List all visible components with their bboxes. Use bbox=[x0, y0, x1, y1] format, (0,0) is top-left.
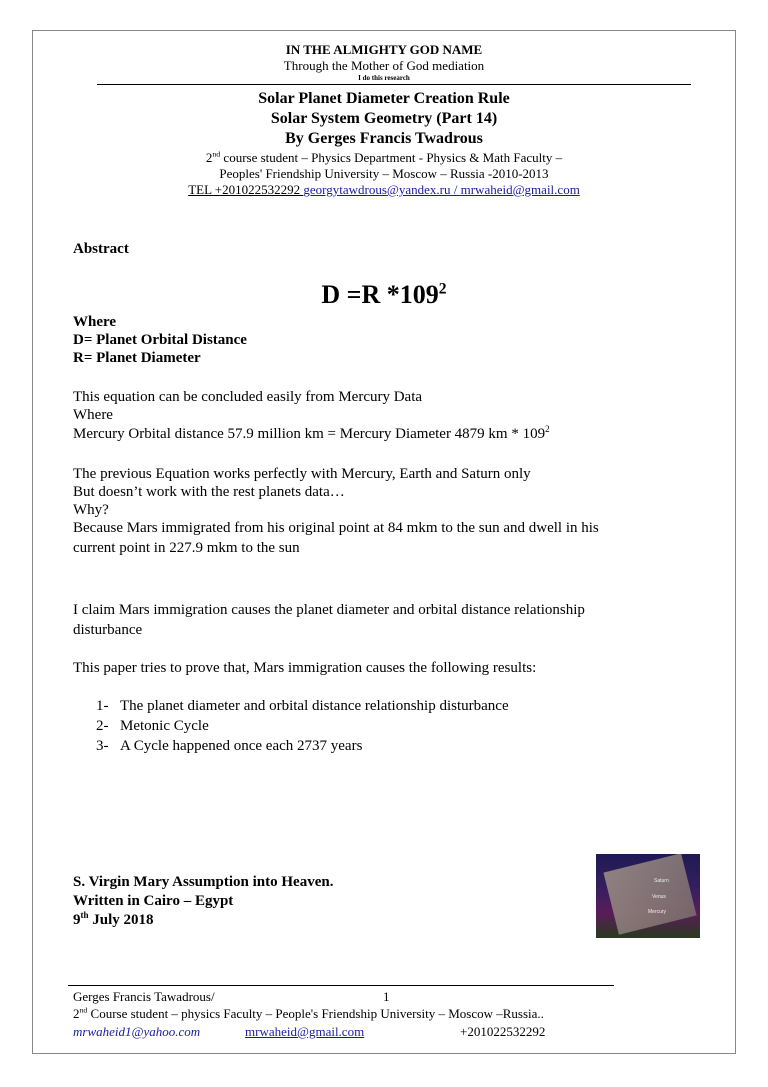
footer-email-gmail-link[interactable]: mrwaheid@gmail.com bbox=[245, 1024, 365, 1039]
header-line3: I do this research bbox=[358, 74, 410, 82]
list-item bbox=[96, 717, 209, 735]
affiliation-2: Peoples' Friendship University – Moscow – Russia -2010-2013 bbox=[219, 166, 549, 181]
p1-line3 bbox=[73, 425, 550, 443]
footer-aff-rest: Course student – physics Faculty – People's Friendship University – Moscow –Russia.. bbox=[87, 1006, 544, 1021]
p2-line5: current point in 227.9 mkm to the sun bbox=[73, 540, 300, 556]
aff-num: 2 bbox=[205, 150, 213, 165]
list-text: The planet diameter and orbital distance relationship disturbance bbox=[120, 698, 509, 714]
title: Solar Planet Diameter Creation Rule bbox=[258, 90, 510, 107]
email-gmail-link[interactable]: mrwaheid@gmail.com bbox=[460, 182, 580, 197]
formula bbox=[0, 280, 768, 310]
p1-line1: This equation can be concluded easily from Mercury Data bbox=[73, 389, 423, 405]
email-yandex-link[interactable]: georgytawdrous@yandex.ru bbox=[303, 182, 451, 197]
definition-d: D= Planet Orbital Distance bbox=[73, 332, 247, 348]
p2-line1: The previous Equation works perfectly with Mercury, Earth and Saturn only bbox=[73, 466, 531, 482]
contact-line bbox=[0, 182, 768, 198]
header-line2: Through the Mother of God mediation bbox=[283, 58, 485, 73]
definition-r: R= Planet Diameter bbox=[73, 350, 201, 366]
list-item bbox=[96, 737, 362, 755]
header-rule bbox=[97, 84, 691, 85]
footer-email-yahoo[interactable]: mrwaheid1@yahoo.com bbox=[73, 1024, 201, 1039]
signature-line1: S. Virgin Mary Assumption into Heaven. bbox=[73, 874, 334, 890]
abstract-heading: Abstract bbox=[73, 241, 129, 257]
list-num: 3- bbox=[96, 738, 109, 754]
subtitle: Solar System Geometry (Part 14) bbox=[270, 110, 498, 127]
author: By Gerges Francis Twadrous bbox=[285, 130, 483, 147]
list-num: 1- bbox=[96, 698, 109, 714]
image-card bbox=[603, 854, 696, 935]
p1-line2: Where bbox=[73, 407, 113, 423]
list-num: 2- bbox=[96, 718, 109, 734]
affiliation-1 bbox=[0, 150, 768, 166]
page-number: 1 bbox=[383, 989, 390, 1004]
solar-system-image bbox=[596, 854, 700, 938]
tel: TEL +201022532292 bbox=[188, 182, 304, 197]
p1-line3-exp: 2 bbox=[545, 424, 550, 434]
image-label: Mercury bbox=[648, 909, 667, 915]
footer-name: Gerges Francis Tawadrous/ bbox=[73, 989, 215, 1004]
image-label: Venus bbox=[652, 894, 666, 900]
p3-line2: disturbance bbox=[73, 622, 143, 638]
header-line1: IN THE ALMIGHTY GOD NAME bbox=[285, 42, 483, 57]
p4: This paper tries to prove that, Mars immigration causes the following results: bbox=[73, 660, 537, 676]
image-label: Saturn bbox=[654, 878, 669, 884]
date-day: 9 bbox=[73, 912, 81, 928]
aff-rest: course student – Physics Department - Physics & Math Faculty – bbox=[220, 150, 563, 165]
date-rest: July 2018 bbox=[88, 912, 154, 928]
email-sep: / bbox=[450, 182, 461, 197]
footer-aff-sup: nd bbox=[79, 1005, 88, 1015]
list-text: Metonic Cycle bbox=[120, 718, 209, 734]
footer-rule bbox=[68, 985, 614, 986]
formula-text: D =R *109 bbox=[321, 280, 439, 309]
p1-line3-text: Mercury Orbital distance 57.9 million km = Mercury Diameter 4879 km * 109 bbox=[73, 426, 546, 442]
list-item bbox=[96, 697, 509, 715]
where-label: Where bbox=[73, 314, 117, 330]
date bbox=[73, 911, 154, 929]
footer-aff-num: 2 bbox=[73, 1006, 80, 1021]
footer-phone: +201022532292 bbox=[460, 1024, 546, 1039]
p2-line3: Why? bbox=[73, 502, 109, 518]
list-text: A Cycle happened once each 2737 years bbox=[120, 738, 363, 754]
date-sup: th bbox=[80, 910, 89, 920]
footer-affiliation bbox=[73, 1006, 544, 1022]
formula-exponent: 2 bbox=[438, 280, 447, 298]
aff-sup: nd bbox=[212, 149, 221, 159]
signature-line2: Written in Cairo – Egypt bbox=[73, 893, 234, 909]
p3-line1: I claim Mars immigration causes the planet diameter and orbital distance relationship bbox=[73, 602, 585, 618]
p2-line2: But doesn’t work with the rest planets data… bbox=[73, 484, 345, 500]
p2-line4: Because Mars immigrated from his original point at 84 mkm to the sun and dwell in his bbox=[73, 520, 599, 536]
